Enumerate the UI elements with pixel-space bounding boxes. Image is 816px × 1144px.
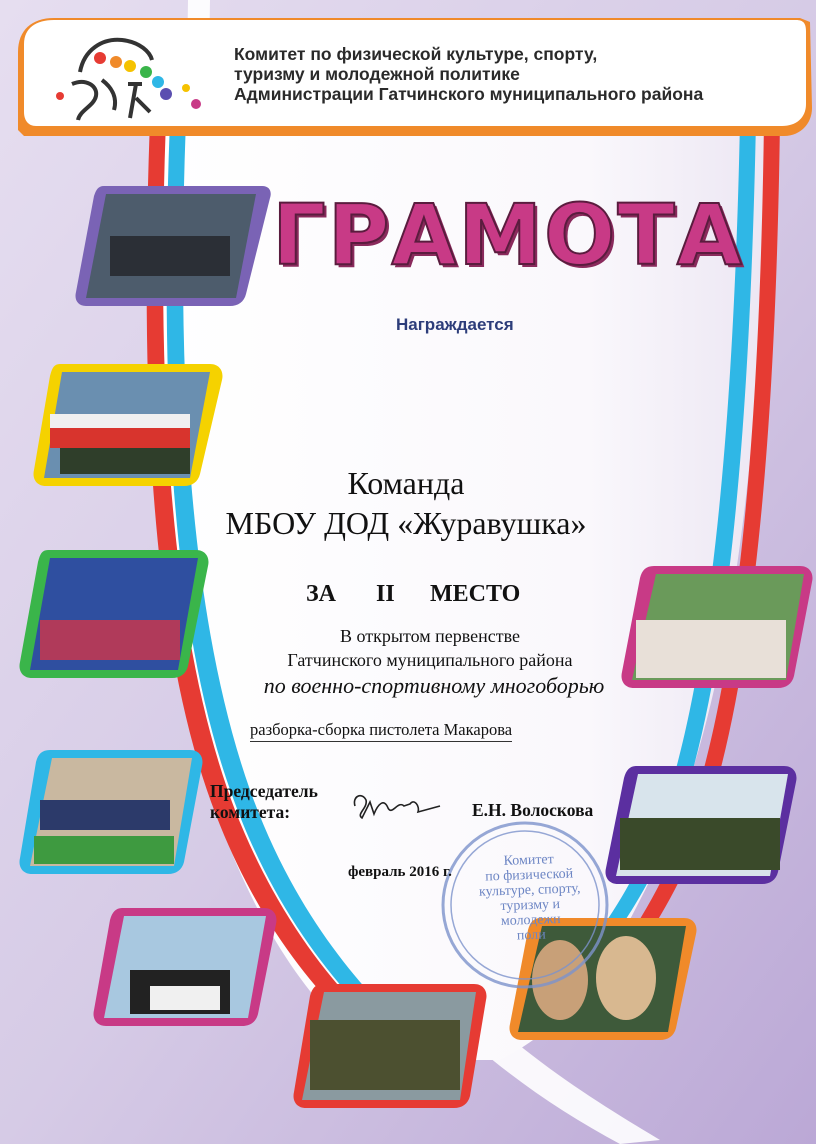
issuer-line-3: Администрации Гатчинского муниципального района: [234, 84, 704, 104]
stamp-line-2: по физической: [484, 866, 574, 885]
photo-frame-5: [94, 908, 277, 1026]
stamp-line-1: Комитет: [503, 852, 555, 869]
stamp-line-3: культуре, спорту,: [478, 881, 581, 900]
issue-date: февраль 2016 г.: [348, 864, 452, 880]
stamp-text: [468, 851, 591, 945]
signatory-name: Е.Н. Волоскова: [472, 800, 594, 820]
stamp-line-4: туризму и: [500, 896, 561, 915]
signatory-title-line-1: Председатель: [210, 781, 318, 801]
stamp-line-5: молодежн: [500, 911, 561, 930]
place-word: МЕСТО: [430, 581, 521, 607]
signatory-title-line-2: комитета:: [210, 802, 291, 822]
issuer-line-2: туризму и молодежной политике: [234, 64, 520, 84]
competition-line-3: по военно-спортивному многоборью: [263, 673, 605, 698]
place-number: II: [376, 581, 395, 607]
recipient-line-1: Команда: [347, 465, 465, 501]
place-za: ЗА: [306, 581, 336, 607]
stamp-line-6: поли: [516, 927, 546, 944]
certificate-title: ГРАМОТА: [272, 186, 744, 284]
issuer-header: [234, 44, 703, 104]
photo-frame-4: [20, 750, 203, 874]
issuer-line-1: Комитет по физической культуре, спорту,: [234, 44, 598, 64]
discipline: разборка-сборка пистолета Макарова: [250, 720, 512, 742]
competition-line-1: В открытом первенстве: [339, 626, 521, 646]
awarded-label: Награждается: [396, 315, 514, 334]
recipient-line-2: МБОУ ДОД «Журавушка»: [225, 505, 587, 541]
competition-line-2: Гатчинского муниципального района: [287, 650, 573, 670]
photo-frame-8: [606, 766, 797, 884]
photo-frame-6: [294, 984, 487, 1108]
